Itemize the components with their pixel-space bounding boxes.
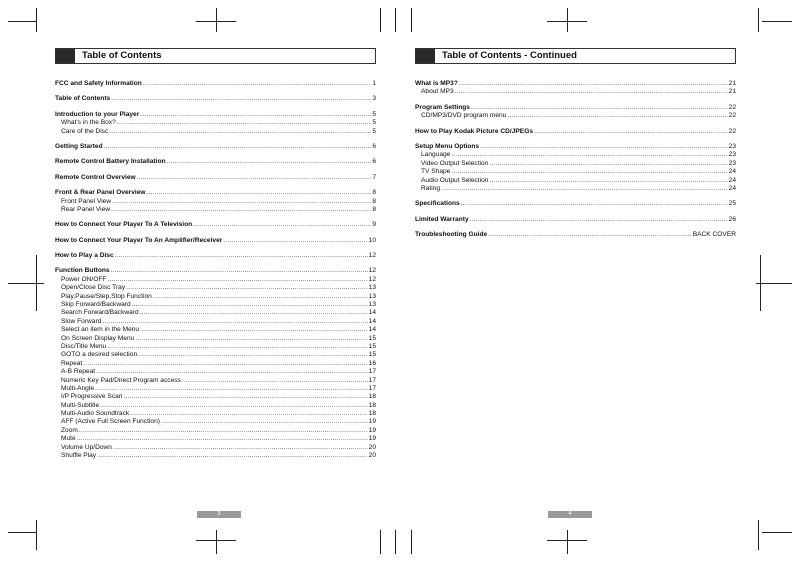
toc-entry-label: Open/Close Disc Tray [61,284,126,292]
toc-entry-label: Introduction to your Player [55,110,140,118]
dot-leader [79,427,368,435]
toc-entry-page: 18 [368,393,376,401]
toc-entry-label: Power ON/OFF [61,275,107,283]
toc-section-entry[interactable] [55,111,376,119]
toc-entry-label: Remote Control Battery Installation [55,158,166,166]
dot-leader [167,158,372,166]
toc-entry-label: Troubleshooting Guide [415,231,488,239]
toc-subentry[interactable] [415,185,736,193]
dot-leader [153,293,368,301]
toc-entry-label: Front & Rear Panel Overview [55,189,146,197]
section-spacer [55,260,376,267]
toc-entry-label: Video Output Selection [421,159,489,167]
toc-section-entry[interactable] [415,200,736,208]
toc-entry-page: 22 [728,103,736,111]
toc-section [415,128,736,136]
toc-entry-label: How to Connect Your Player To A Television [55,221,193,229]
toc-entry-page: 17 [368,376,376,384]
toc-section [55,221,376,229]
toc-subentry[interactable] [55,198,376,206]
dot-leader [104,143,372,151]
toc-entry-label: Multi-Subtitle [61,401,100,409]
toc-entry-page: 8 [372,189,376,197]
crop-mark [567,530,568,554]
toc-entry-label: Setup Menu Options [415,142,480,150]
section-spacer [55,167,376,174]
toc-entry-page: 12 [368,252,376,260]
toc-section [415,143,736,193]
toc-list [415,80,736,239]
toc-subentry[interactable] [55,293,376,301]
toc-section-entry[interactable] [415,143,736,151]
toc-entry-page: 13 [368,284,376,292]
toc-entry-label: GOTO a desired selection [61,351,138,359]
toc-entry-page: 17 [368,368,376,376]
crop-mark [36,520,37,550]
crop-mark [760,255,761,311]
toc-entry-page: 8 [372,205,376,213]
toc-list [55,80,376,460]
toc-section-entry[interactable] [415,128,736,136]
toc-section-entry[interactable] [55,267,376,275]
toc-subentry[interactable] [415,168,736,176]
crop-mark [547,21,587,22]
toc-subentry[interactable] [55,402,376,410]
toc-entry-label: Getting Started [55,142,103,150]
crop-mark [395,530,396,554]
toc-section-entry[interactable] [55,189,376,197]
dot-leader [115,252,368,260]
toc-section-entry[interactable] [55,95,376,103]
toc-entry-page: 14 [368,317,376,325]
toc-entry-label: Care of the Disc [61,127,109,135]
toc-section [415,216,736,224]
toc-subentry[interactable] [415,160,736,168]
toc-subentry[interactable] [415,177,736,185]
toc-entry-page: 21 [728,79,736,87]
toc-entry-label: Search Forward/Backward [61,309,139,317]
dot-leader [451,168,727,176]
dot-leader [461,200,728,208]
toc-entry-page: 23 [728,142,736,150]
crop-mark [36,255,37,311]
toc-section-entry[interactable] [55,252,376,260]
dot-leader [223,237,367,245]
toc-entry-page: 7 [372,173,376,181]
dot-leader [96,368,368,376]
section-spacer [55,214,376,221]
dot-leader [140,326,368,334]
toc-section-entry[interactable] [415,231,736,239]
toc-section-entry[interactable] [55,221,376,229]
toc-entry-page: 22 [728,127,736,135]
toc-section [415,231,736,239]
toc-entry-page: 10 [368,236,376,244]
toc-section-entry[interactable] [55,237,376,245]
toc-entry-label: AFF (Active Full Screen Function) [61,418,160,426]
section-spacer [55,88,376,95]
section-spacer [415,121,736,128]
crop-mark [567,8,568,32]
toc-entry-label: Remote Control Overview [55,173,136,181]
toc-subentry[interactable] [55,276,376,284]
toc-entry-label: Skip Forward/Backward [61,301,131,309]
section-spacer [415,209,736,216]
dot-leader [193,221,371,229]
dot-leader [147,189,372,197]
section-spacer [55,245,376,252]
dot-leader [135,335,367,343]
toc-entry-label: I/P Progressive Scan [61,393,123,401]
section-spacer [55,230,376,237]
toc-entry-page: 17 [368,384,376,392]
dot-leader [507,112,727,120]
toc-section-entry[interactable] [55,80,376,88]
dot-leader [455,88,728,96]
crop-mark [411,530,412,554]
section-spacer [415,193,736,200]
toc-subentry[interactable] [55,385,376,393]
page-title: Table of Contents [82,50,162,61]
toc-section [55,267,376,460]
left-page [55,48,376,460]
dot-leader [126,284,368,292]
toc-entry-label: Select an item in the Menu [61,326,140,334]
dot-leader [97,452,368,460]
toc-entry-page: 18 [368,410,376,418]
crop-mark [395,8,396,32]
toc-subentry[interactable] [55,326,376,334]
toc-section [55,111,376,136]
dot-leader [113,444,368,452]
toc-section [55,158,376,166]
toc-entry-label: Multi-Angle [61,384,94,392]
toc-section-entry[interactable] [415,104,736,112]
toc-section-entry[interactable] [55,143,376,151]
toc-subentry[interactable] [55,119,376,127]
dot-leader [111,206,371,214]
toc-subentry[interactable] [415,88,736,96]
section-spacer [415,136,736,143]
toc-subentry[interactable] [55,206,376,214]
toc-entry-page: 24 [728,176,736,184]
toc-section-entry[interactable] [415,216,736,224]
toc-entry-label: Multi-Audio Soundtrack [61,410,130,418]
dot-leader [480,143,728,151]
toc-subentry[interactable] [55,335,376,343]
dot-leader [441,185,728,193]
toc-entry-page: 3 [372,95,376,103]
crop-mark [762,21,792,22]
crop-mark [411,8,412,32]
toc-entry-label: CD/MP3/DVD program menu [421,112,507,120]
dot-leader [451,151,727,159]
crop-mark [36,8,37,32]
toc-entry-label: Table of Contents [55,95,111,103]
toc-entry-page: 18 [368,401,376,409]
toc-subentry[interactable] [55,284,376,292]
toc-subentry[interactable] [55,444,376,452]
toc-entry-page: 24 [728,184,736,192]
dot-leader [182,377,368,385]
section-spacer [55,136,376,143]
toc-subentry[interactable] [55,128,376,136]
dot-leader [143,80,372,88]
toc-entry-page: 19 [368,435,376,443]
toc-entry-label: What's in the Box? [61,119,116,127]
toc-entry-label: FCC and Safety Information [55,79,142,87]
toc-entry-page: 26 [728,215,736,223]
toc-entry-page: 12 [368,267,376,275]
toc-entry-label: Rating [421,184,441,192]
page-header [415,48,736,64]
toc-entry-page: 19 [368,426,376,434]
toc-entry-label: Rear Panel View [61,205,110,213]
toc-section [415,200,736,208]
dot-leader [111,95,371,103]
toc-entry-page: 23 [728,151,736,159]
section-spacer [55,151,376,158]
dot-leader [123,393,367,401]
toc-entry-page: 15 [368,351,376,359]
crop-mark [196,21,236,22]
toc-entry-label: Mute [61,435,76,443]
dot-leader [111,267,368,275]
toc-section [55,189,376,214]
toc-subentry[interactable] [55,309,376,317]
toc-subentry[interactable] [55,410,376,418]
toc-entry-page: 14 [368,309,376,317]
toc-subentry[interactable] [55,318,376,326]
toc-section [415,80,736,97]
dot-leader [489,177,727,185]
dot-leader [459,80,728,88]
toc-entry-label: Front Panel View [61,197,112,205]
dot-leader [138,351,368,359]
toc-entry-page: 16 [368,359,376,367]
toc-subentry[interactable] [55,427,376,435]
toc-entry-page: 5 [372,127,376,135]
toc-entry-label: Limited Warranty [415,215,469,223]
dot-leader [132,301,368,309]
section-spacer [415,224,736,231]
toc-entry-page: 9 [372,221,376,229]
crop-mark [8,532,36,533]
toc-section [55,237,376,245]
toc-section-entry[interactable] [55,158,376,166]
toc-subentry[interactable] [55,360,376,368]
toc-entry-label: Numeric Key Pad/Direct Program access [61,376,181,384]
toc-entry-page: 1 [372,79,376,87]
toc-entry-page: 22 [728,112,736,120]
dot-leader [77,435,368,443]
toc-subentry[interactable] [415,112,736,120]
toc-entry-label: Volume Up/Down [61,443,112,451]
page-number-badge: 4 [548,511,592,518]
toc-entry-page: 8 [372,197,376,205]
toc-subentry[interactable] [55,343,376,351]
toc-entry-label: How to Play a Disc [55,252,114,260]
toc-entry-label: On Screen Display Menu [61,334,135,342]
toc-subentry[interactable] [55,435,376,443]
dot-leader [140,111,371,119]
toc-entry-label: Disc/Title Menu [61,342,107,350]
crop-mark [547,540,587,541]
toc-entry-label: Zoom [61,426,78,434]
dot-leader [107,343,367,351]
toc-entry-label: About MP3 [421,88,454,96]
crop-mark [380,530,381,554]
crop-mark [8,283,44,284]
dot-leader [107,276,367,284]
toc-entry-label: TV Shape [421,168,451,176]
toc-entry-label: Language [421,151,451,159]
toc-entry-page: 6 [372,142,376,150]
toc-entry-page: 20 [368,452,376,460]
dot-leader [140,309,368,317]
toc-entry-label: Program Settings [415,103,470,111]
header-tab-block [56,49,75,63]
toc-entry-label: A-B Repeat [61,368,96,376]
toc-section-entry[interactable] [55,174,376,182]
crop-mark [756,283,792,284]
toc-section [415,104,736,121]
toc-entry-page: 21 [728,88,736,96]
toc-entry-page: 13 [368,292,376,300]
toc-entry-page: 19 [368,418,376,426]
toc-entry-label: Function Buttons [55,267,110,275]
dot-leader [95,385,368,393]
toc-subentry[interactable] [55,377,376,385]
page-title: Table of Contents - Continued [442,50,577,61]
toc-subentry[interactable] [55,393,376,401]
toc-section [55,252,376,260]
toc-entry-page: 24 [728,168,736,176]
toc-subentry[interactable] [55,351,376,359]
toc-section-entry[interactable] [415,80,736,88]
toc-entry-page: 13 [368,301,376,309]
toc-section [55,174,376,182]
toc-section [55,95,376,103]
toc-subentry[interactable] [415,151,736,159]
toc-entry-page: 15 [368,334,376,342]
dot-leader [137,174,372,182]
section-spacer [55,182,376,189]
toc-entry-label: How to Play Kodak Picture CD/JPEGs [415,127,533,135]
toc-subentry[interactable] [55,301,376,309]
toc-section [55,80,376,88]
header-tab-block [416,49,435,63]
crop-mark [758,8,759,32]
toc-entry-page: 6 [372,158,376,166]
toc-subentry[interactable] [55,452,376,460]
toc-entry-page: 5 [372,110,376,118]
dot-leader [100,402,368,410]
toc-entry-page: 5 [372,119,376,127]
page-header [55,48,376,64]
dot-leader [117,119,372,127]
toc-subentry[interactable] [55,419,376,427]
dot-leader [534,128,728,136]
toc-entry-label: Shuffle Play [61,452,97,460]
crop-mark [216,8,217,32]
section-spacer [55,104,376,111]
crop-mark [216,530,217,554]
toc-entry-label: Slow Forward [61,317,102,325]
dot-leader [488,231,692,239]
toc-entry-page: 23 [728,159,736,167]
toc-section [55,143,376,151]
toc-entry-label: Audio Output Selection [421,176,489,184]
toc-entry-page: 12 [368,275,376,283]
crop-mark [196,540,236,541]
toc-entry-label: Repeat [61,359,83,367]
toc-entry-page: 25 [728,200,736,208]
dot-leader [112,198,371,206]
toc-entry-label: How to Connect Your Player To An Amplifier/Receiver [55,236,223,244]
page-number-badge: 3 [197,511,241,518]
section-spacer [415,97,736,104]
dot-leader [102,318,367,326]
crop-mark [8,21,36,22]
crop-mark [380,8,381,32]
dot-leader [130,410,367,418]
crop-mark [762,532,792,533]
dot-leader [489,160,727,168]
toc-entry-label: Specifications [415,200,460,208]
dot-leader [470,216,728,224]
toc-entry-label: What is MP3? [415,79,458,87]
toc-entry-page: BACK COVER [692,231,736,239]
crop-mark [758,520,759,550]
toc-subentry[interactable] [55,368,376,376]
toc-entry-page: 15 [368,342,376,350]
dot-leader [471,104,728,112]
right-page [415,48,736,239]
dot-leader [83,360,367,368]
toc-entry-page: 14 [368,326,376,334]
toc-entry-page: 20 [368,443,376,451]
dot-leader [109,128,371,136]
dot-leader [161,418,368,426]
toc-entry-label: Play,Pause/Step,Stop Function [61,292,152,300]
